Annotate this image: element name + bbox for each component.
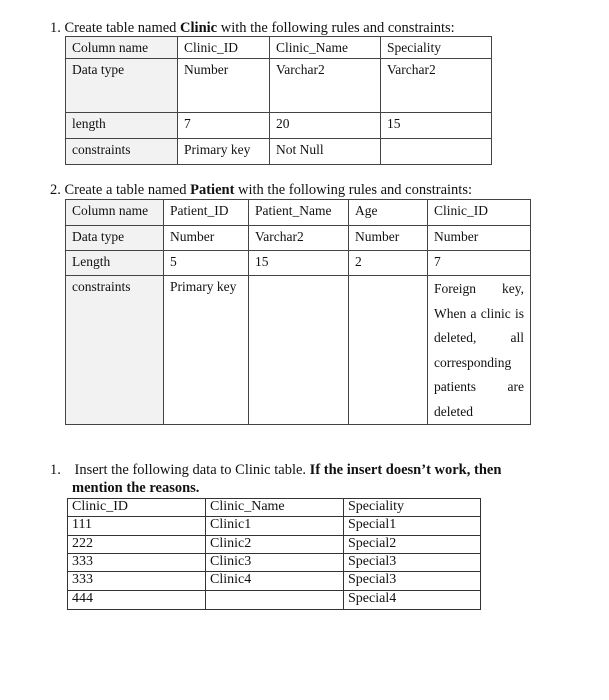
question-2-table-name: Patient (190, 182, 235, 198)
table1-cell: Varchar2 (381, 59, 492, 113)
table2-cell: Primary key (164, 276, 249, 425)
table2-cell: Varchar2 (249, 226, 349, 251)
table3-cell: 444 (68, 591, 206, 610)
patient-spec-table (65, 199, 531, 425)
table3-row (68, 536, 481, 554)
table1-row (66, 113, 492, 139)
table1-cell: Number (178, 59, 270, 113)
table2-cell: 2 (349, 251, 428, 276)
table1-cell (381, 139, 492, 165)
question-2 (50, 182, 472, 199)
question-2-suffix: with the following rules and constraints: (234, 182, 473, 198)
question-3-number: 1. (50, 462, 61, 478)
table3-cell: 111 (68, 517, 206, 536)
table2-cell (349, 276, 428, 425)
table2-cell: Number (164, 226, 249, 251)
table1-cell: Primary key (178, 139, 270, 165)
table2-cell: Age (349, 200, 428, 226)
table2-cell: 5 (164, 251, 249, 276)
table1-cell: Clinic_Name (270, 37, 381, 59)
question-3-bold-line1: If the insert doesn’t work, then (309, 462, 502, 478)
table3-cell: Special1 (344, 517, 481, 536)
table1-cell: Varchar2 (270, 59, 381, 113)
table2-cell: Column name (66, 200, 164, 226)
table3-cell: 222 (68, 536, 206, 554)
table3-cell: Special3 (344, 572, 481, 591)
question-1-prefix: 1. Create table named (50, 20, 181, 36)
table2-cell: Patient_ID (164, 200, 249, 226)
table1-cell: Not Null (270, 139, 381, 165)
table2-cell: Length (66, 251, 164, 276)
table3-cell (206, 591, 344, 610)
table3-cell: 333 (68, 572, 206, 591)
table2-row (66, 251, 531, 276)
clinic-insert-data-table (67, 498, 481, 610)
table2-cell: Data type (66, 226, 164, 251)
table3-cell: Clinic_Name (206, 499, 344, 517)
table1-row (66, 37, 492, 59)
table2-cell: Foreign key, When a clinic is deleted, all corresponding patients are deleted (428, 276, 531, 425)
table1-cell: Column name (66, 37, 178, 59)
table2-row (66, 276, 531, 425)
table3-cell: Clinic4 (206, 572, 344, 591)
table2-cell: 15 (249, 251, 349, 276)
table3-cell: Special2 (344, 536, 481, 554)
question-3-text: Insert the following data to Clinic table. (74, 462, 307, 478)
table3-cell: Clinic_ID (68, 499, 206, 517)
table1-cell: 15 (381, 113, 492, 139)
table3-row (68, 499, 481, 517)
table1-cell: 7 (178, 113, 270, 139)
table1-cell: Speciality (381, 37, 492, 59)
table1-row (66, 59, 492, 113)
table2-cell: Number (428, 226, 531, 251)
table2-cell: Number (349, 226, 428, 251)
table1-cell: constraints (66, 139, 178, 165)
table1-cell: Data type (66, 59, 178, 113)
table3-row (68, 591, 481, 610)
question-3 (50, 462, 501, 479)
table3-cell: Speciality (344, 499, 481, 517)
table2-cell (249, 276, 349, 425)
table1-cell: length (66, 113, 178, 139)
table2-cell: 7 (428, 251, 531, 276)
table3-row (68, 554, 481, 572)
table2-row (66, 226, 531, 251)
table2-row (66, 200, 531, 226)
table3-cell: Clinic1 (206, 517, 344, 536)
table3-cell: Special3 (344, 554, 481, 572)
table1-cell: Clinic_ID (178, 37, 270, 59)
table1-row (66, 139, 492, 165)
question-2-prefix: 2. Create a table named (50, 182, 191, 198)
table2-cell: Patient_Name (249, 200, 349, 226)
clinic-spec-table (65, 36, 492, 165)
table2-cell: constraints (66, 276, 164, 425)
table2-cell: Clinic_ID (428, 200, 531, 226)
table1-cell: 20 (270, 113, 381, 139)
table3-row (68, 517, 481, 536)
table3-cell: Clinic2 (206, 536, 344, 554)
question-1-table-name: Clinic (180, 20, 218, 36)
table3-cell: 333 (68, 554, 206, 572)
question-1-suffix: with the following rules and constraints: (217, 20, 455, 36)
table3-cell: Special4 (344, 591, 481, 610)
table3-cell: Clinic3 (206, 554, 344, 572)
question-3-line2 (72, 480, 199, 497)
table3-row (68, 572, 481, 591)
question-1 (50, 20, 455, 37)
question-3-bold-line2: mention the reasons. (72, 480, 200, 496)
